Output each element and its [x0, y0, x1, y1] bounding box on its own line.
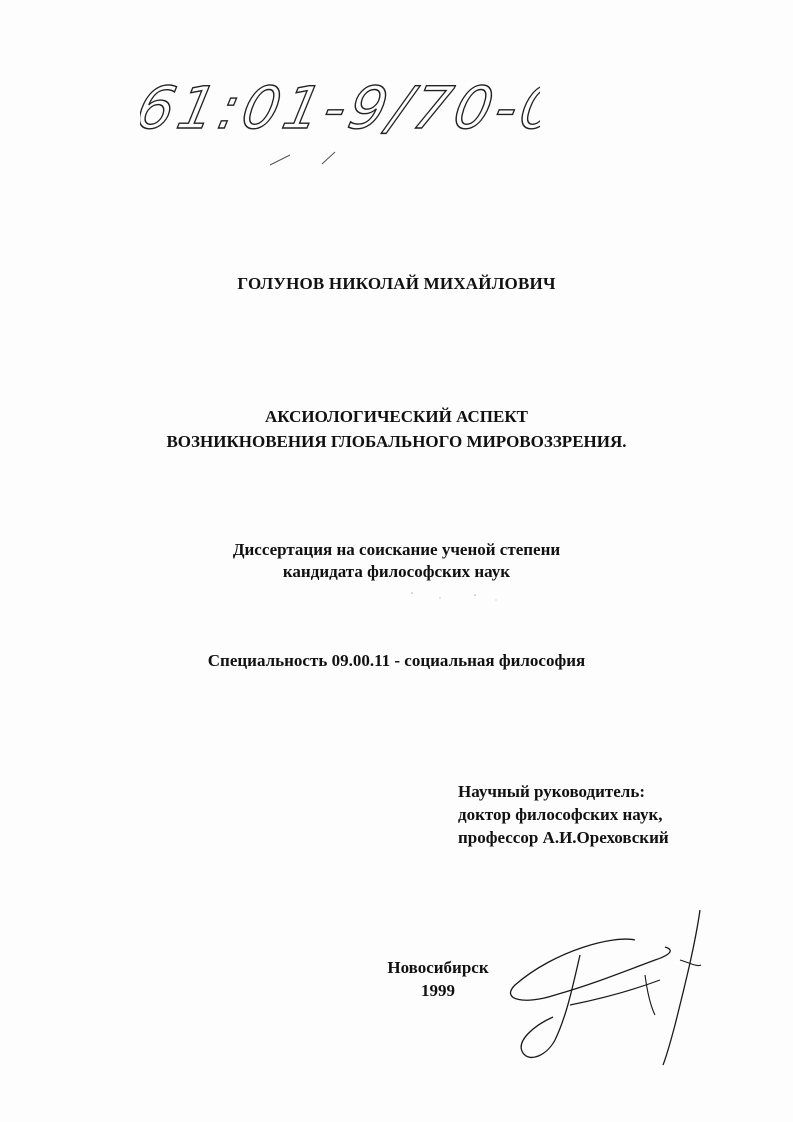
scan-noise: [400, 565, 510, 605]
advisor-line-2: доктор философских наук,: [458, 805, 663, 824]
specialty-line: Специальность 09.00.11 - социальная философия: [207, 651, 586, 670]
archive-code-drawing: [140, 60, 540, 170]
handwritten-signature-icon: [495, 905, 715, 1070]
city: Новосибирск: [387, 958, 489, 977]
archive-code-handwritten: [140, 60, 540, 170]
dissertation-title: [0, 404, 793, 454]
year: 1999: [421, 981, 455, 1000]
pen-stroke-mark: [322, 152, 335, 164]
advisor-line-3: профессор А.И.Ореховский: [458, 828, 669, 847]
degree-statement: [0, 539, 793, 583]
pen-stroke-mark: [270, 155, 290, 165]
signature-drawing: [495, 905, 715, 1070]
author-name: ГОЛУНОВ НИКОЛАЙ МИХАЙЛОВИЧ: [237, 274, 556, 293]
degree-line-2: кандидата философских наук: [282, 562, 511, 581]
advisor-line-1: Научный руководитель:: [458, 782, 645, 801]
degree-line-1: Диссертация на соискание ученой степени: [232, 540, 561, 559]
scientific-advisor: [458, 780, 669, 849]
place-and-year: [378, 956, 498, 1002]
archive-code-text: 61:01-9/70-0: [140, 74, 540, 142]
title-line-1: АКСИОЛОГИЧЕСКИЙ АСПЕКТ: [264, 407, 529, 426]
title-line-2: ВОЗНИКНОВЕНИЯ ГЛОБАЛЬНОГО МИРОВОЗЗРЕНИЯ.: [166, 432, 627, 451]
